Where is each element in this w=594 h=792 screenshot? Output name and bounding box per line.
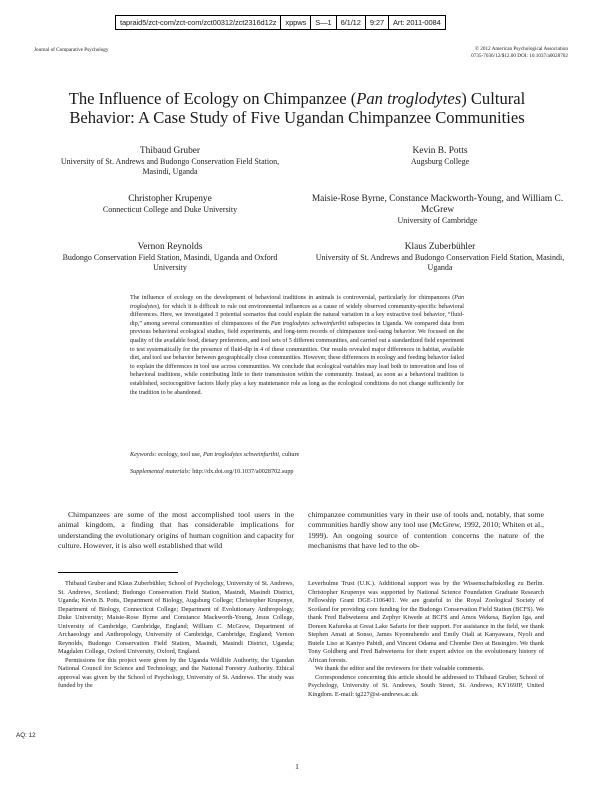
- keywords-text: , culture: [279, 451, 300, 458]
- author-block: [310, 242, 570, 272]
- author-name: Maisie-Rose Byrne, Constance Mackworth-Young, and William C. McGrew: [311, 194, 564, 215]
- author-affiliation: University of St. Andrews and Budongo Conservation Field Station, Masindi, Uganda: [60, 157, 280, 176]
- author-block: [55, 242, 285, 272]
- keywords-text: ecology, tool use,: [156, 451, 203, 458]
- author-name: Klaus Zuberbühler: [404, 242, 476, 252]
- proof-article-cell: Art: 2011-0084: [393, 18, 441, 27]
- author-affiliation: Budongo Conservation Field Station, Masindi, Uganda and Oxford University: [62, 253, 278, 272]
- author-block: [330, 146, 550, 167]
- abstract-text: ), for which it is difficult to rule out environmental influences as a cause of widely observed community-specific behavioral differences. Here, we investigated 3 potential scenarios that could explain the natural variation in a key extractive tool behavior, “fluid-dip,” among several communities of chimpanzees of the: [130, 303, 464, 327]
- author-affiliation: Connecticut College and Duke University: [102, 205, 238, 214]
- proof-date-cell: 6/1/12: [337, 16, 366, 29]
- abstract-species: Pan troglodytes: [130, 295, 464, 310]
- abstract-text: subspecies in Uganda. We compared data from previous behavioral ecological studies, field experiments, and long-term records of chimpanzee tool-using behavior. We focused on the quality of the available food, dietary preferences, and tool sets of 5 different communities, and carried out a standardized field experiment to test systematically for the presence of fluid-dip in 4 of these communities. Our results revealed major differences in habitat, available diet, and tool use behavior between geographically close communities. However, these differences in ecology and feeding behavior failed to explain the differences in tool use across communities. We conclude that ecological variables may lead both to innovation and loss of behavioral traditions, while contributing little to their transmission within the community. Instead, as soon as a behavioral tradition is established, sociocognitive factors likely play a key maintenance role as long as the ecological conditions do not change sufficiently for the tradition to be abandoned.: [130, 320, 464, 396]
- author-name: Thibaud Gruber: [139, 146, 201, 156]
- author-name: Kevin B. Potts: [412, 146, 468, 156]
- keywords-species: Pan troglodytes schweinfurthii: [202, 451, 280, 458]
- supplemental-materials: [130, 468, 464, 475]
- page-number: 1: [295, 762, 299, 771]
- supplemental-label: Supplemental materials:: [130, 468, 191, 475]
- journal-name: Journal of Comparative Psychology: [34, 47, 109, 53]
- supplemental-link[interactable]: http://dx.doi.org/10.1037/a0028702.supp: [190, 468, 294, 475]
- abstract: [130, 294, 464, 397]
- journal-copyright-block: [471, 46, 568, 59]
- proof-path-cell: tapraid5/zct-com/zct-com/zct00312/zct2316d12z: [116, 16, 281, 29]
- abstract-subspecies: Pan troglodytes schweinfurthii: [270, 320, 347, 327]
- proof-stage-cell: S—1: [311, 16, 336, 29]
- title-part-2: ) Cultural Behavior: A Case Study of Five Ugandan Chimpanzee Communities: [69, 89, 526, 127]
- author-block: [55, 146, 285, 176]
- footnote-permissions: Permissions for this project were given by the Uganda Wildlife Authority, the Ugandan National Council for Science and Technology, and the National Forestry Authority. Ethical approval was given by the School of Psychology, University of St. Andrews. The study was funded by the: [58, 656, 294, 689]
- body-column-right: chimpanzee communities vary in their use of tools and, notably, that some communities hardly show any tool use (McGrew, 1992, 2010; Whiten et al., 1999). An ongoing source of contention concerns the nature of the mechanisms that have led to the ob-: [308, 510, 544, 551]
- author-block: [55, 194, 285, 215]
- footnote-correspondence: Correspondence concerning this article should be addressed to Thibaud Gruber, School of Psychology, University of St. Andrews, South Street, St. Andrews, KY169JP, United Kingdom. E-mail: tg227@st-andrews.ac.uk: [308, 673, 544, 698]
- keywords-label: Keywords:: [130, 451, 157, 458]
- author-name: Vernon Reynolds: [137, 242, 203, 252]
- footnote-column-right: [308, 580, 544, 699]
- abstract-text: The influence of ecology on the development of behavioral traditions in animals is controversial, particularly for chimpanzees (: [130, 295, 455, 301]
- keywords: [130, 451, 464, 458]
- body-column-left: Chimpanzees are some of the most accomplished tool users in the animal kingdom, a finding that has considerable implications for understanding the evolutionary origins of human cognition and capacity for culture. However, it is also well established that wild: [58, 510, 294, 551]
- title-species: Pan troglodytes: [356, 89, 462, 108]
- author-affiliation: University of St. Andrews and Budongo Conservation Field Station, Masindi, Uganda: [315, 253, 565, 272]
- author-affiliation: University of Cambridge: [397, 216, 478, 225]
- footnote-funding: Leverhulme Trust (U.K.). Additional support was by the Wissenschaftskolleg zu Berlin. Christopher Krupenye was supported by National Science Foundation Graduate Research Fellowship Grant DGE-1106401. We are grateful to the Royal Zoological Society of Scotland for providing core funding for the Budongo Conservation Field Station (BCFS). We thank Fred Babweteera and Zephyr Kiwede at BCFS and Amos Wekesa, Baylon Iga, and Doreen Kafureka at Great Lake Safaris for their support. For assistance in the field, we thank Stephen Amati at Sonso, James Kyomuhendo and Emily Otali at Kanyawara, Nyoli and Butele Liso at Kaniyo Pabidi, and Vincent Odama and Chombe Deo at Busingiro. We thank Tony Goldberg and Fred Babweteera for their expert advice on the evolutionary history of African forests.: [308, 580, 544, 664]
- article-title: [40, 90, 554, 127]
- footnote-column-left: [58, 580, 294, 691]
- author-query-marker: AQ: 12: [16, 732, 36, 739]
- proof-time-cell: 9:27: [366, 16, 389, 29]
- author-name: Christopher Krupenye: [128, 194, 212, 204]
- author-affiliation: Augsburg College: [410, 157, 470, 166]
- proof-header-bar: [115, 15, 446, 30]
- footnote-affiliations: Thibaud Gruber and Klaus Zuberbühler, School of Psychology, University of St. Andrews, St. Andrews, Scotland; Budongo Conservation Field Station, Masindi, Masindi District, Uganda; Kevin B. Potts, Department of Biology, Augsburg College; Christopher Krupenye, Department of Biology, Connecticut College; Department of Evolutionary Anthropology, Duke University; Maisie-Rose Byrne and Constance Mackworth-Young, Jesus College, University of Cambridge, Cambridge, England; William C. McGrew, Department of Archaeology and Anthropology, University of Cambridge, Cambridge, England; Vernon Reynolds, Budongo Conservation Field Station, Masindi, Masindi District, Uganda; Magdalen College, Oxford University, Oxford, England.: [58, 580, 294, 655]
- proof-system-cell: xppws: [281, 16, 311, 29]
- footnote-divider: [58, 572, 178, 573]
- copyright-line: © 2012 American Psychological Association: [475, 46, 568, 52]
- footnote-thanks: We thank the editor and the reviewers for their valuable comments.: [315, 665, 485, 672]
- title-part-1: The Influence of Ecology on Chimpanzee (: [68, 89, 357, 108]
- author-block: [300, 194, 575, 226]
- doi-line: 0735-7036/12/$12.00 DOI: 10.1037/a0028702: [471, 52, 568, 59]
